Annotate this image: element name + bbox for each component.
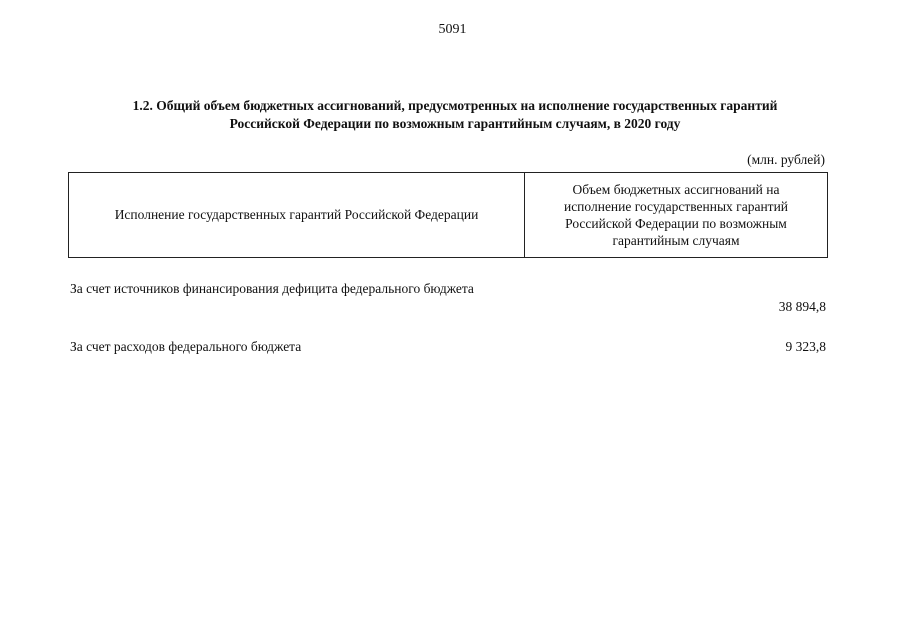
document-title (60, 97, 850, 133)
title-line-1: 1.2. Общий объем бюджетных ассигнований, предусмотренных на исполнение государственных гарантий (132, 98, 778, 113)
row-value: 38 894,8 (778, 299, 826, 314)
title-line-2: Российской Федерации по возможным гарантийным случаям, в 2020 году (229, 116, 681, 131)
table-row (70, 280, 828, 316)
page-number: 5091 (438, 22, 467, 37)
row-label: За счет источников финансирования дефицита федерального бюджета (70, 281, 474, 296)
table-row (70, 338, 828, 356)
row-label: За счет расходов федерального бюджета (70, 339, 302, 354)
column-header-volume: Объем бюджетных ассигнований на исполнение государственных гарантий Российской Федерации по возможным гарантийным случаям (563, 182, 789, 248)
units-note: (млн. рублей) (747, 152, 825, 167)
table-header (68, 172, 828, 258)
column-header-execution: Исполнение государственных гарантий Российской Федерации (69, 173, 525, 257)
row-value: 9 323,8 (785, 339, 826, 354)
